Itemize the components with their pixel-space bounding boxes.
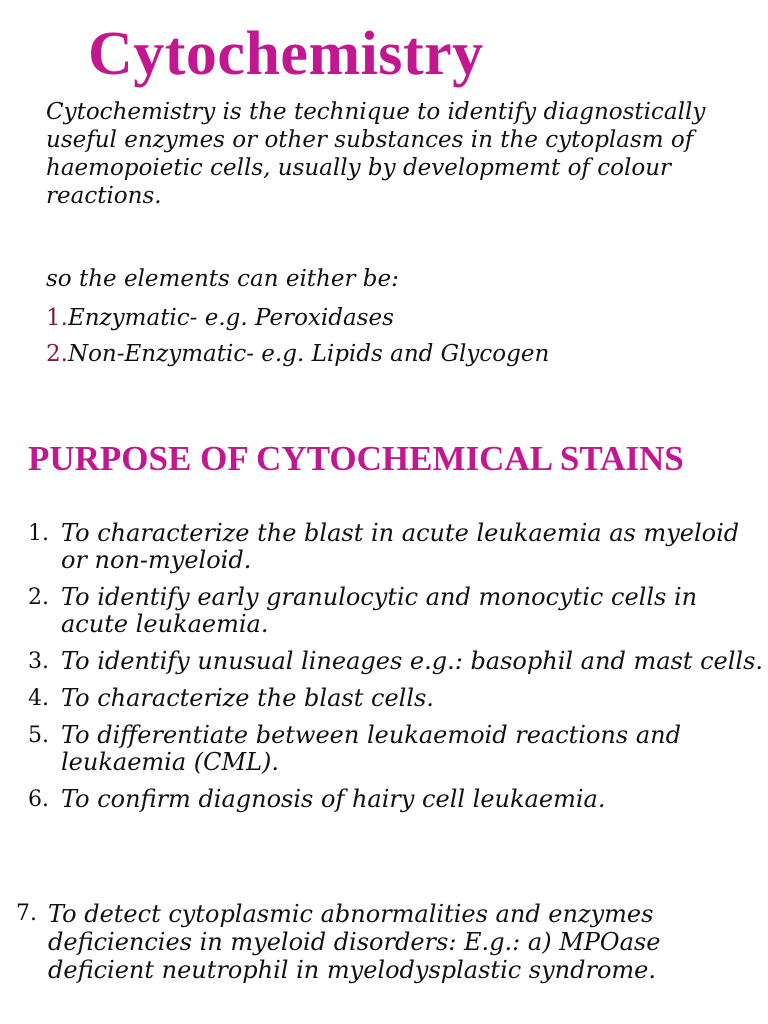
list-item xyxy=(28,685,768,712)
elements-lead: so the elements can either be: xyxy=(46,266,399,292)
page-title: Cytochemistry xyxy=(88,20,484,88)
section-heading: PURPOSE OF CYTOCHEMICAL STAINS xyxy=(28,439,684,478)
purpose-list-continued xyxy=(16,900,756,984)
list-item-text: To identify unusual lineages e.g.: basophil and mast cells. xyxy=(61,647,764,675)
list-item xyxy=(28,648,768,675)
list-item xyxy=(28,722,768,776)
list-item xyxy=(46,300,756,336)
list-number: 3. xyxy=(28,649,49,674)
list-item xyxy=(16,900,756,984)
list-item-text: To identify early granulocytic and monocytic cells in acute leukaemia. xyxy=(61,583,698,638)
list-item-text: To confirm diagnosis of hairy cell leukaemia. xyxy=(61,785,606,813)
list-number: 6. xyxy=(28,787,49,812)
list-item-text: To differentiate between leukaemoid reactions and leukaemia (CML). xyxy=(61,721,681,776)
list-item-text: Non-Enzymatic- e.g. Lipids and Glycogen xyxy=(67,341,550,367)
list-number: 4. xyxy=(28,686,49,711)
list-item-text: To characterize the blast in acute leukaemia as myeloid or non-myeloid. xyxy=(61,519,740,574)
list-item xyxy=(28,584,768,638)
list-number: 1. xyxy=(46,305,68,331)
list-number: 2. xyxy=(46,341,68,367)
list-item-text: To detect cytoplasmic abnormalities and enzymes deficiencies in myeloid disorders: E.g.: a) MPOase deficient neutrophil in myelodysplastic syndrome. xyxy=(48,900,661,984)
list-item xyxy=(28,520,768,574)
purpose-list xyxy=(28,520,768,823)
list-number: 7. xyxy=(16,901,37,926)
list-number: 5. xyxy=(28,723,49,748)
list-number: 1. xyxy=(28,521,49,546)
list-item-text: Enzymatic- e.g. Peroxidases xyxy=(67,305,394,331)
list-item-text: To characterize the blast cells. xyxy=(61,684,434,712)
list-item xyxy=(46,336,756,372)
elements-list xyxy=(46,300,756,372)
intro-paragraph: Cytochemistry is the technique to identify diagnostically useful enzymes or other substances in the cytoplasm of haemopoietic cells, usually by developmemt of colour reactions. xyxy=(46,99,706,209)
list-number: 2. xyxy=(28,585,49,610)
list-item xyxy=(28,786,768,813)
